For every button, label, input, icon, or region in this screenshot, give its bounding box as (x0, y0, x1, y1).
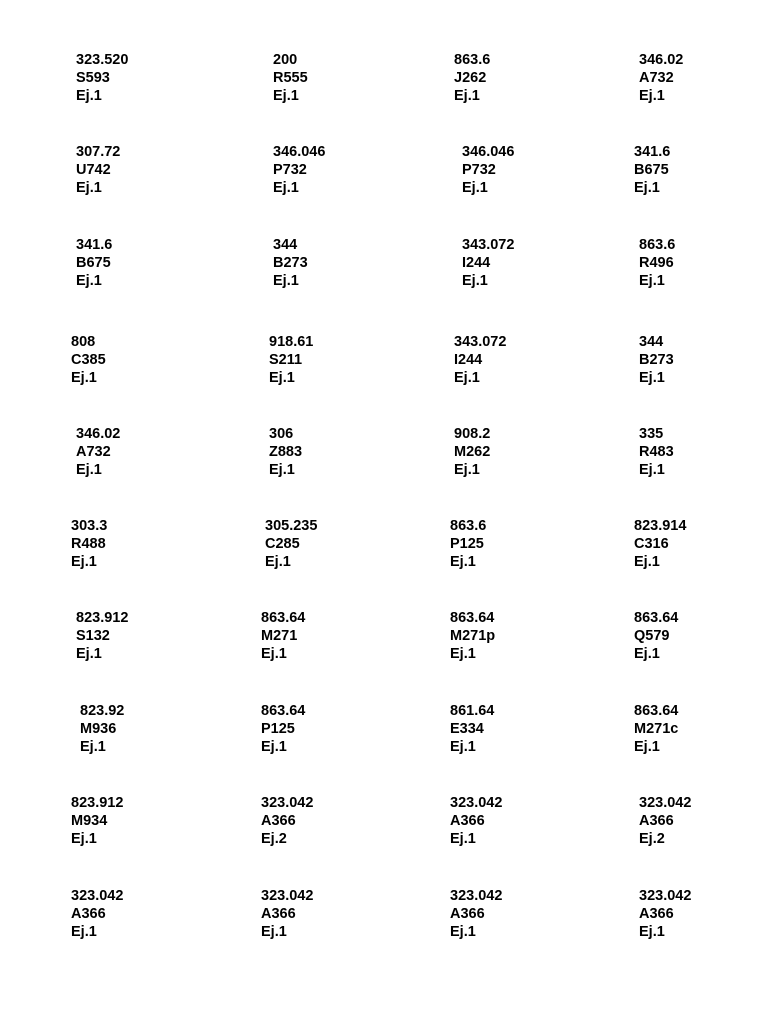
cutter-number: M271 (261, 628, 298, 644)
classification-number: 908.2 (454, 426, 491, 442)
copy-number: Ej.1 (76, 273, 102, 289)
copy-number: Ej.1 (76, 646, 102, 662)
classification-number: 341.6 (76, 237, 113, 253)
classification-number: 323.042 (261, 795, 314, 811)
copy-number: Ej.1 (269, 462, 295, 478)
cutter-number: A366 (639, 906, 674, 922)
cutter-number: M262 (454, 444, 491, 460)
copy-number: Ej.1 (639, 370, 665, 386)
copy-number: Ej.1 (269, 370, 295, 386)
cutter-number: A366 (71, 906, 106, 922)
classification-number: 863.6 (450, 518, 487, 534)
cutter-number: P732 (273, 162, 307, 178)
copy-number: Ej.1 (454, 88, 480, 104)
spine-label (639, 51, 683, 105)
copy-number: Ej.1 (454, 370, 480, 386)
classification-number: 346.046 (273, 144, 326, 160)
classification-number: 323.042 (639, 888, 692, 904)
copy-number: Ej.1 (639, 88, 665, 104)
classification-number: 863.64 (261, 610, 306, 626)
copy-number: Ej.1 (634, 739, 660, 755)
copy-number: Ej.1 (265, 554, 291, 570)
cutter-number: A366 (261, 906, 296, 922)
classification-number: 343.072 (454, 334, 507, 350)
cutter-number: P732 (462, 162, 496, 178)
classification-number: 346.02 (639, 52, 684, 68)
copy-number: Ej.1 (80, 739, 106, 755)
classification-number: 303.3 (71, 518, 108, 534)
spine-label (71, 794, 123, 848)
copy-number: Ej.1 (261, 646, 287, 662)
cutter-number: A732 (76, 444, 111, 460)
cutter-number: A366 (261, 813, 296, 829)
spine-label (76, 51, 128, 105)
spine-label (273, 143, 325, 197)
spine-label (450, 609, 495, 663)
spine-label (76, 143, 120, 197)
copy-number: Ej.1 (450, 831, 476, 847)
spine-label (76, 425, 120, 479)
cutter-number: C385 (71, 352, 106, 368)
classification-number: 305.235 (265, 518, 318, 534)
spine-label (265, 517, 317, 571)
spine-label (639, 333, 674, 387)
spine-label (269, 425, 302, 479)
classification-number: 863.6 (454, 52, 491, 68)
classification-number: 823.92 (80, 703, 125, 719)
cutter-number: A732 (639, 70, 674, 86)
copy-number: Ej.1 (462, 273, 488, 289)
spine-label (634, 702, 678, 756)
copy-number: Ej.1 (462, 180, 488, 196)
copy-number: Ej.1 (454, 462, 480, 478)
spine-label (450, 702, 494, 756)
copy-number: Ej.2 (639, 831, 665, 847)
classification-number: 341.6 (634, 144, 671, 160)
cutter-number: C285 (265, 536, 300, 552)
copy-number: Ej.1 (71, 370, 97, 386)
classification-number: 323.042 (261, 888, 314, 904)
cutter-number: M271c (634, 721, 679, 737)
cutter-number: E334 (450, 721, 484, 737)
copy-number: Ej.1 (639, 924, 665, 940)
classification-number: 863.64 (450, 610, 495, 626)
classification-number: 323.042 (450, 888, 503, 904)
classification-number: 808 (71, 334, 96, 350)
classification-number: 918.61 (269, 334, 314, 350)
cutter-number: R555 (273, 70, 308, 86)
classification-number: 323.520 (76, 52, 129, 68)
spine-label (450, 517, 486, 571)
copy-number: Ej.1 (450, 739, 476, 755)
spine-label (261, 702, 305, 756)
classification-number: 306 (269, 426, 294, 442)
classification-number: 863.64 (634, 703, 679, 719)
copy-number: Ej.2 (261, 831, 287, 847)
cutter-number: S211 (269, 352, 303, 368)
cutter-number: Z883 (269, 444, 303, 460)
cutter-number: P125 (450, 536, 484, 552)
classification-number: 823.912 (71, 795, 124, 811)
cutter-number: B675 (634, 162, 669, 178)
spine-label (454, 425, 490, 479)
classification-number: 335 (639, 426, 664, 442)
copy-number: Ej.1 (76, 180, 102, 196)
spine-label (454, 333, 506, 387)
copy-number: Ej.1 (261, 739, 287, 755)
classification-number: 344 (639, 334, 664, 350)
copy-number: Ej.1 (76, 462, 102, 478)
cutter-number: M271p (450, 628, 496, 644)
copy-number: Ej.1 (273, 88, 299, 104)
classification-number: 823.914 (634, 518, 687, 534)
copy-number: Ej.1 (261, 924, 287, 940)
cutter-number: B273 (273, 255, 308, 271)
copy-number: Ej.1 (71, 924, 97, 940)
cutter-number: S593 (76, 70, 110, 86)
classification-number: 863.64 (634, 610, 679, 626)
classification-number: 323.042 (639, 795, 692, 811)
spine-label (639, 794, 691, 848)
classification-number: 200 (273, 52, 298, 68)
classification-number: 863.6 (639, 237, 676, 253)
copy-number: Ej.1 (71, 554, 97, 570)
copy-number: Ej.1 (634, 554, 660, 570)
copy-number: Ej.1 (71, 831, 97, 847)
spine-label (639, 236, 675, 290)
copy-number: Ej.1 (639, 462, 665, 478)
copy-number: Ej.1 (450, 646, 476, 662)
spine-label (273, 51, 308, 105)
copy-number: Ej.1 (634, 180, 660, 196)
classification-number: 346.02 (76, 426, 121, 442)
cutter-number: Q579 (634, 628, 670, 644)
spine-label (462, 143, 514, 197)
spine-label (450, 794, 502, 848)
spine-label (76, 236, 112, 290)
copy-number: Ej.1 (273, 180, 299, 196)
cutter-number: I244 (462, 255, 491, 271)
classification-number: 344 (273, 237, 298, 253)
classification-number: 323.042 (450, 795, 503, 811)
classification-number: 823.912 (76, 610, 129, 626)
classification-number: 307.72 (76, 144, 121, 160)
spine-label (76, 609, 128, 663)
spine-label (450, 887, 502, 941)
spine-label (71, 887, 123, 941)
cutter-number: S132 (76, 628, 110, 644)
spine-label (273, 236, 308, 290)
cutter-number: M934 (71, 813, 108, 829)
cutter-number: A366 (639, 813, 674, 829)
copy-number: Ej.1 (273, 273, 299, 289)
copy-number: Ej.1 (634, 646, 660, 662)
copy-number: Ej.1 (450, 554, 476, 570)
spine-label (634, 143, 670, 197)
cutter-number: R483 (639, 444, 674, 460)
cutter-number: M936 (80, 721, 117, 737)
spine-label (261, 887, 313, 941)
spine-label (639, 425, 674, 479)
spine-label (634, 609, 678, 663)
classification-number: 346.046 (462, 144, 515, 160)
cutter-number: B675 (76, 255, 111, 271)
spine-label (261, 609, 305, 663)
cutter-number: I244 (454, 352, 483, 368)
spine-label (639, 887, 691, 941)
spine-label (462, 236, 514, 290)
cutter-number: U742 (76, 162, 111, 178)
copy-number: Ej.1 (76, 88, 102, 104)
spine-label (269, 333, 313, 387)
classification-number: 861.64 (450, 703, 495, 719)
spine-label (634, 517, 686, 571)
spine-label (454, 51, 490, 105)
cutter-number: A366 (450, 813, 485, 829)
spine-label (261, 794, 313, 848)
cutter-number: P125 (261, 721, 295, 737)
cutter-number: J262 (454, 70, 487, 86)
spine-label (71, 517, 107, 571)
spine-label (71, 333, 106, 387)
classification-number: 323.042 (71, 888, 124, 904)
classification-number: 343.072 (462, 237, 515, 253)
spine-label (80, 702, 124, 756)
cutter-number: B273 (639, 352, 674, 368)
copy-number: Ej.1 (639, 273, 665, 289)
classification-number: 863.64 (261, 703, 306, 719)
cutter-number: R496 (639, 255, 674, 271)
copy-number: Ej.1 (450, 924, 476, 940)
cutter-number: C316 (634, 536, 669, 552)
cutter-number: R488 (71, 536, 106, 552)
cutter-number: A366 (450, 906, 485, 922)
